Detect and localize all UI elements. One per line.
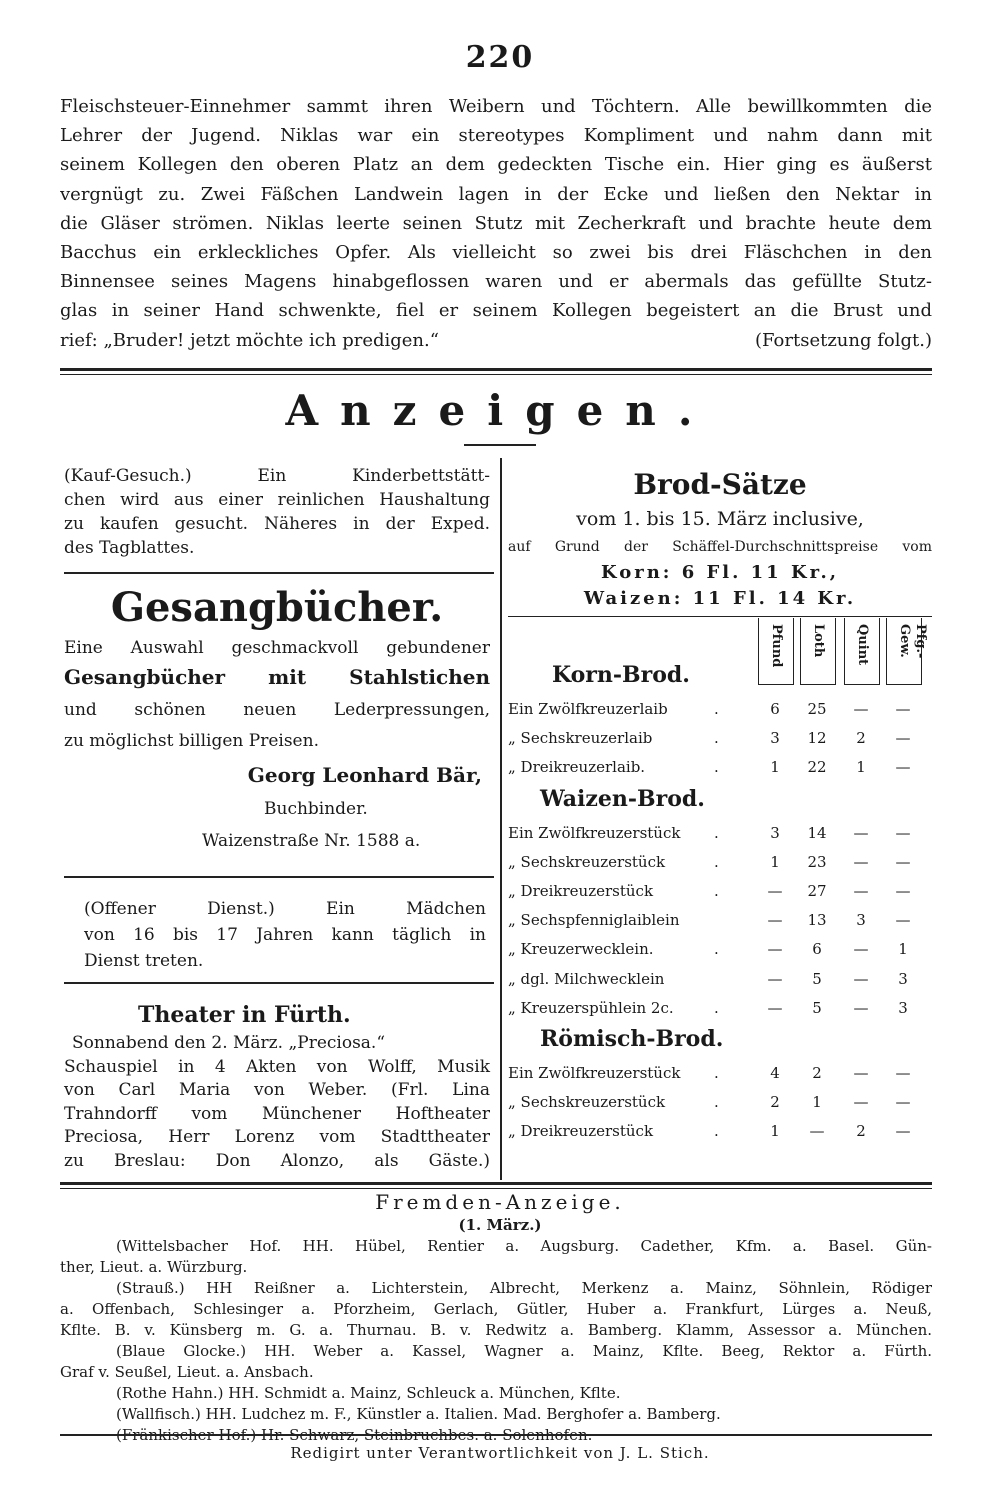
column-header: Pfg.-Gew. — [897, 624, 928, 659]
row-value: — — [895, 911, 911, 930]
story-line: vergnügt zu. Zwei Fäßchen Landwein lagen in der Ecke und ließen den Nektar in — [60, 183, 932, 205]
row-value: — — [853, 852, 869, 871]
row-value: 3 — [898, 998, 908, 1017]
row-value: — — [853, 969, 869, 988]
ad-offener-dienst — [84, 896, 486, 974]
row-item-name: „ Dreikreuzerstück — [508, 1122, 654, 1141]
row-item-name: „ Kreuzerwecklein. — [508, 940, 654, 959]
brod-section-title: Korn-Brod. — [552, 662, 690, 688]
ad-text-line: Schauspiel in 4 Akten von Wolff, Musik — [64, 1056, 490, 1077]
row-value: 12 — [807, 729, 827, 748]
row-item-name: „ Dreikreuzerstück — [508, 882, 654, 900]
ad-divider — [64, 572, 494, 574]
fremden-line: a. Offenbach, Schlesinger a. Pforzheim, Gerlach, Gütler, Huber a. Frankfurt, Lürges a. Neuß, — [60, 1300, 932, 1318]
row-value: — — [895, 758, 911, 777]
ad-text-line: von 16 bis 17 Jahren kann täglich in — [84, 925, 486, 945]
row-value: — — [853, 1093, 869, 1112]
story-line: glas in seiner Hand schwenkte, fiel er seinem Kollegen begeistert an die Brust und — [60, 300, 932, 322]
row-item-name: „ Sechspfenniglaiblein — [508, 911, 680, 930]
table-row — [508, 1089, 932, 1115]
ad-text — [64, 1032, 490, 1173]
table-row — [508, 936, 932, 962]
ad-title: Theater in Fürth. — [138, 1002, 351, 1028]
ad-kauf-gesuch — [64, 464, 490, 560]
story-line: seinem Kollegen den oberen Platz an dem gedeckten Tische ein. Hier ging es äußerst — [60, 154, 932, 176]
row-dots: . — [714, 1122, 719, 1141]
row-dots: . — [714, 700, 719, 718]
table-row — [508, 696, 932, 722]
row-value: 2 — [770, 1093, 780, 1112]
section-divider — [60, 1182, 932, 1185]
fremden-line: Graf v. Seußel, Lieut. a. Ansbach. — [60, 1363, 314, 1381]
row-value: 2 — [812, 1064, 822, 1082]
row-value: 2 — [856, 729, 866, 748]
row-dots: . — [714, 852, 719, 871]
fremden-line: (Wittelsbacher Hof. HH. Hübel, Rentier a. Augsburg. Cadether, Kfm. a. Basel. Gün- — [116, 1237, 932, 1255]
row-value: — — [853, 940, 869, 959]
table-top-rule — [508, 616, 932, 617]
brod-section-title: Römisch-Brod. — [540, 1026, 724, 1052]
brod-header — [508, 466, 932, 612]
ads-heading: Anzeigen. — [285, 386, 715, 435]
row-item-name: Ein Zwölfkreuzerstück — [508, 1064, 681, 1082]
table-row — [508, 907, 932, 933]
row-item-name: „ Kreuzerspühlein 2c. — [508, 998, 674, 1017]
fremden-line: (Rothe Hahn.) HH. Schmidt a. Mainz, Schleuck a. München, Kflte. — [116, 1384, 621, 1402]
table-row — [508, 1060, 932, 1086]
ad-text-line: Gesangbücher mit Stahlstichen — [64, 665, 490, 689]
row-value: — — [853, 998, 869, 1017]
table-row — [508, 820, 932, 846]
ad-text-line: von Carl Maria von Weber. (Frl. Lina — [64, 1080, 490, 1100]
row-dots: . — [714, 940, 719, 959]
row-item-name: „ Sechskreuzerstück — [508, 852, 666, 871]
heading-underline — [464, 444, 536, 446]
row-value: — — [809, 1122, 825, 1141]
row-value: — — [895, 823, 911, 842]
row-value: — — [767, 998, 783, 1017]
story-last-text: rief: „Bruder! jetzt möchte ich predigen.“ — [60, 329, 439, 351]
column-header: Loth — [811, 624, 826, 658]
brod-basis: auf Grund der Schäffel-Durchschnittspreise vom — [508, 539, 932, 555]
ad-text-line: Preciosa, Herr Lorenz vom Stadttheater — [64, 1127, 490, 1147]
row-value: 25 — [807, 700, 827, 718]
row-value: 1 — [770, 1122, 780, 1141]
row-value: 5 — [812, 998, 822, 1017]
row-value: 3 — [898, 969, 908, 988]
brod-subtitle: vom 1. bis 15. März inclusive, — [576, 508, 864, 530]
row-dots: . — [714, 758, 719, 777]
row-value: — — [853, 823, 869, 842]
table-row — [508, 995, 932, 1021]
row-dots: . — [714, 823, 719, 842]
story-line — [60, 326, 932, 355]
table-row — [508, 725, 932, 751]
row-value: — — [853, 882, 869, 900]
row-value: 13 — [807, 911, 827, 930]
row-dots: . — [714, 729, 719, 748]
ad-text-line: zu kaufen gesucht. Näheres in der Exped. — [64, 514, 490, 534]
row-value: — — [895, 852, 911, 871]
row-value: — — [895, 700, 911, 718]
row-dots: . — [714, 1093, 719, 1112]
row-value: 1 — [770, 852, 780, 871]
ad-text-line: zu Breslau: Don Alonzo, als Gäste.) — [64, 1150, 490, 1171]
ad-text-line: Dienst treten. — [84, 951, 204, 971]
row-value: 27 — [807, 882, 827, 900]
story-line: Binnensee seines Magens hinabgeflossen waren und er abermals das gefüllte Stutz- — [60, 271, 932, 293]
row-value: 14 — [807, 823, 827, 842]
continued-note: (Fortsetzung folgt.) — [755, 329, 932, 351]
ad-text-line: des Tagblattes. — [64, 538, 195, 558]
fremden-line: ther, Lieut. a. Würzburg. — [60, 1258, 248, 1276]
ad-text-line: chen wird aus einer reinlichen Haushaltung — [64, 490, 490, 510]
ad-divider — [64, 982, 494, 984]
row-dots: . — [714, 998, 719, 1017]
fremden-line: (Strauß.) HH Reißner a. Lichterstein, Albrecht, Merkenz a. Mainz, Söhnlein, Rödiger — [116, 1279, 932, 1297]
row-value: 1 — [856, 758, 866, 777]
page-number: 220 — [465, 40, 535, 75]
table-row — [508, 1118, 932, 1144]
row-value: 22 — [807, 758, 827, 777]
fremden-line: (Wallfisch.) HH. Ludchez m. F., Künstler a. Italien. Mad. Berghofer a. Bamberg. — [116, 1405, 721, 1423]
row-value: — — [895, 1122, 911, 1141]
ad-divider — [64, 876, 494, 878]
ad-advertiser-name: Georg Leonhard Bär, — [247, 763, 482, 787]
fremden-date: (1. März.) — [458, 1216, 542, 1234]
row-value: 3 — [770, 823, 780, 842]
story-continuation — [60, 92, 932, 355]
row-value: 23 — [807, 852, 827, 871]
table-row — [508, 849, 932, 875]
column-header: Pfund — [769, 624, 784, 668]
row-item-name: Ein Zwölfkreuzerlaib — [508, 700, 668, 718]
ad-text-line: Trahndorff vom Münchener Hoftheater — [64, 1103, 490, 1124]
table-row — [508, 878, 932, 904]
table-row — [508, 754, 932, 780]
row-value: 4 — [770, 1064, 780, 1082]
row-value: — — [767, 911, 783, 930]
story-line: Bacchus ein erkleckliches Opfer. Als vielleicht so zwei bis drei Fläschchen in den — [60, 242, 932, 264]
ad-title: Gesangbücher. — [110, 584, 444, 631]
row-value: 3 — [856, 911, 866, 930]
ad-text-line: (Offener Dienst.) Ein Mädchen — [84, 899, 486, 919]
row-value: — — [853, 700, 869, 718]
ad-text-line: und schönen neuen Lederpressungen, — [64, 700, 490, 720]
row-item-name: „ Sechskreuzerlaib — [508, 729, 653, 748]
row-value: — — [895, 882, 911, 900]
section-divider — [60, 368, 932, 371]
ad-advertiser-address: Waizenstraße Nr. 1588 a. — [202, 831, 421, 851]
fremden-title: Fremden-Anzeige. — [375, 1190, 625, 1214]
ad-gesangbuecher — [64, 584, 490, 858]
brod-waizen-price: Waizen: 11 Fl. 14 Kr. — [583, 588, 857, 609]
footer-rule — [60, 1434, 932, 1436]
row-dots: . — [714, 1064, 719, 1082]
fremden-line: (Fränkischer Hof.) Hr. Schwarz, Steinbruchbes. a. Solenhofen. — [116, 1426, 593, 1444]
row-value: 2 — [856, 1122, 866, 1141]
column-header: Quint — [855, 624, 870, 666]
row-value: 1 — [770, 758, 780, 777]
brod-korn-price: Korn: 6 Fl. 11 Kr., — [600, 562, 839, 583]
row-value: 6 — [812, 940, 822, 959]
story-line: Lehrer der Jugend. Niklas war ein stereotypes Kompliment und nahm dann mit — [60, 125, 932, 147]
ad-advertiser-job: Buchbinder. — [264, 799, 368, 819]
ad-text-line: Eine Auswahl geschmackvoll gebundener — [64, 638, 490, 658]
row-value: — — [895, 1093, 911, 1112]
fremden-list — [60, 1236, 932, 1446]
row-value: — — [895, 1064, 911, 1082]
row-value: 1 — [812, 1093, 822, 1112]
row-value: 6 — [770, 700, 780, 718]
row-item-name: „ Dreikreuzerlaib. — [508, 758, 646, 777]
story-line: Fleischsteuer-Einnehmer sammt ihren Weibern und Töchtern. Alle bewillkommten die — [60, 96, 932, 117]
column-divider — [500, 458, 502, 1180]
row-dots: . — [714, 882, 719, 900]
row-value: — — [767, 882, 783, 900]
fremden-line: Kflte. B. v. Künsberg m. G. a. Thurnau. B. v. Redwitz a. Bamberg. Klamm, Assessor a. München. — [60, 1321, 932, 1339]
row-item-name: „ Sechskreuzerstück — [508, 1093, 666, 1112]
row-value: — — [853, 1064, 869, 1082]
footer-credit: Redigirt unter Verantwortlichkeit von J. L. Stich. — [290, 1444, 710, 1462]
row-value: 5 — [812, 969, 822, 988]
row-value: — — [895, 729, 911, 748]
ad-text-line: zu möglichst billigen Preisen. — [64, 731, 319, 751]
story-line: die Gläser strömen. Niklas leerte seinen Stutz mit Zecherkraft und brachte heute dem — [60, 212, 932, 234]
row-value: — — [767, 969, 783, 988]
brod-title: Brod-Sätze — [633, 468, 807, 501]
ad-theater — [64, 998, 490, 1173]
brod-section-title: Waizen-Brod. — [540, 785, 705, 812]
ad-text-line: (Kauf-Gesuch.) Ein Kinderbettstätt- — [64, 466, 490, 486]
row-item-name: „ dgl. Milchwecklein — [508, 969, 665, 988]
fremden-line: (Blaue Glocke.) HH. Weber a. Kassel, Wagner a. Mainz, Kflte. Beeg, Rektor a. Fürth. — [116, 1342, 932, 1360]
row-item-name: Ein Zwölfkreuzerstück — [508, 823, 681, 842]
row-value: 1 — [898, 940, 908, 959]
row-value: — — [767, 940, 783, 959]
table-row — [508, 966, 932, 992]
row-value: 3 — [770, 729, 780, 748]
ad-text-line: Sonnabend den 2. März. „Preciosa.“ — [72, 1033, 386, 1053]
